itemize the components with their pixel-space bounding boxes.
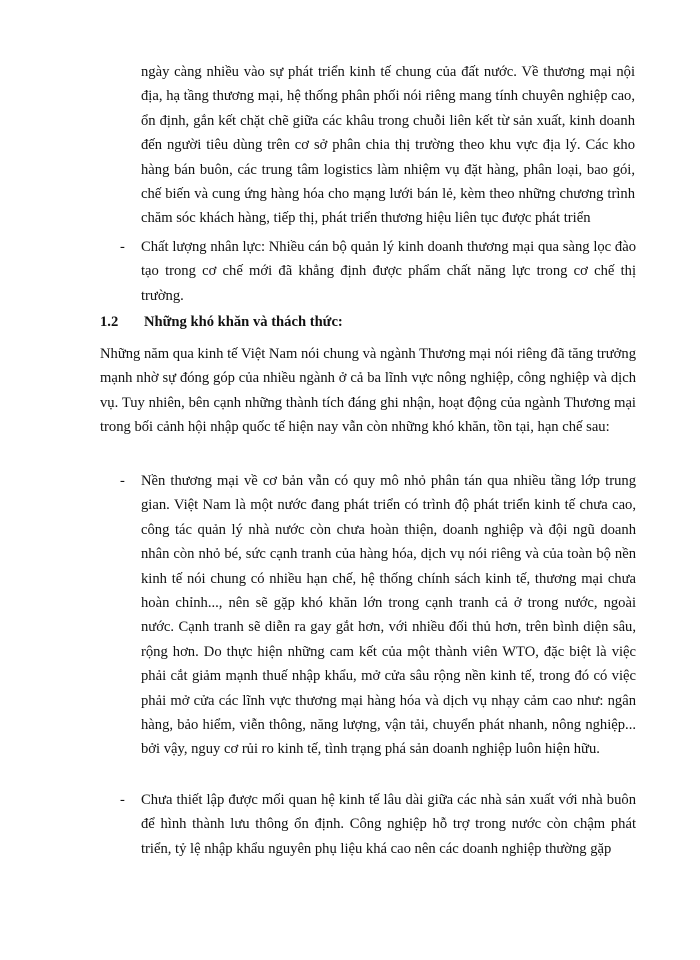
bullet-dash: - [120, 239, 125, 255]
section-intro-paragraph: Những năm qua kinh tế Việt Nam nói chung và ngành Thương mại nói riêng đã tăng trưởng mạnh nhờ sự đóng góp của nhiều ngành ở cả ba lĩnh vực nông nghiệp, công nghiệp và dịch vụ. Tuy nhiên, bên cạnh những thành tích đáng ghi nhận, hoạt động của ngành Thương mại trong bối cảnh hội nhập quốc tế hiện nay vẫn còn những khó khăn, tồn tại, hạn chế sau: [100, 346, 636, 436]
section-number: 1.2 [100, 314, 119, 330]
bullet-text: Chất lượng nhân lực: Nhiều cán bộ quản lý kinh doanh thương mại qua sàng lọc đào tạo trong cơ chế mới đã khẳng định được phẩm chất năng lực trong cơ chế thị trường. [141, 239, 636, 304]
continuation-paragraph: ngày càng nhiều vào sự phát triển kinh tế chung của đất nước. Về thương mại nội địa, hạ tầng thương mại, hệ thống phân phối nói riêng mang tính chuyên nghiệp cao, ổn định, gắn kết chặt chẽ giữa các khâu trong chuỗi liên kết từ sản xuất, kinh doanh đến người tiêu dùng trên cơ sở phân chia thị trường theo khu vực địa lý. Các kho hàng bán buôn, các trung tâm logistics làm nhiệm vụ đặt hàng, phân loại, bao gói, chế biến và cung ứng hàng hóa cho mạng lưới bán lẻ, kèm theo những chương trình chăm sóc khách hàng, tiếp thị, phát triển thương hiệu liên tục được phát triển [141, 64, 635, 227]
bullet-text: Nền thương mại về cơ bản vẫn có quy mô nhỏ phân tán qua nhiều tầng lớp trung gian. Việt Nam là một nước đang phát triển có trình độ phát triển kinh tế chưa cao, công tác quản lý nhà nước còn chưa hoàn thiện, doanh nghiệp và đội ngũ doanh nhân còn nhỏ bé, sức cạnh tranh của hàng hóa, dịch vụ nói riêng và của toàn bộ nền kinh tế nói chung có nhiều hạn chế, hệ thống chính sách kinh tế, thương mại chưa hoàn chỉnh..., nên sẽ gặp khó khăn lớn trong cạnh tranh cả ở trong nước, ngoài nước. Cạnh tranh sẽ diễn ra gay gắt hơn, với nhiều đối thủ hơn, trên bình diện sâu, rộng hơn. Do thực hiện những cam kết của một thành viên WTO, đặc biệt là việc phải cắt giảm mạnh thuế nhập khẩu, mở cửa sâu rộng nền kinh tế, trong đó có việc phải mở cửa các lĩnh vực thương mại hàng hóa và dịch vụ nhạy cảm cao như: ngân hàng, bảo hiểm, viễn thông, năng lượng, vận tải, chuyển phát nhanh, nông nghiệp... bởi vậy, nguy cơ rủi ro kinh tế, tình trạng phá sản doanh nghiệp luôn hiện hữu. [141, 473, 636, 758]
bullet-dash: - [120, 792, 125, 808]
section-title: Những khó khăn và thách thức: [144, 314, 343, 330]
bullet-item-workforce-quality [108, 235, 636, 308]
bullet-text: Chưa thiết lập được mối quan hệ kinh tế lâu dài giữa các nhà sản xuất với nhà buôn để hình thành lưu thông ổn định. Công nghiệp hỗ trợ trong nước còn chậm phát triển, tỷ lệ nhập khẩu nguyên phụ liệu khá cao nên các doanh nghiệp thường gặp [141, 792, 636, 857]
bullet-dash: - [120, 473, 125, 489]
bullet-item-small-scale-trade [108, 469, 636, 762]
bullet-item-producer-relations [108, 788, 636, 861]
